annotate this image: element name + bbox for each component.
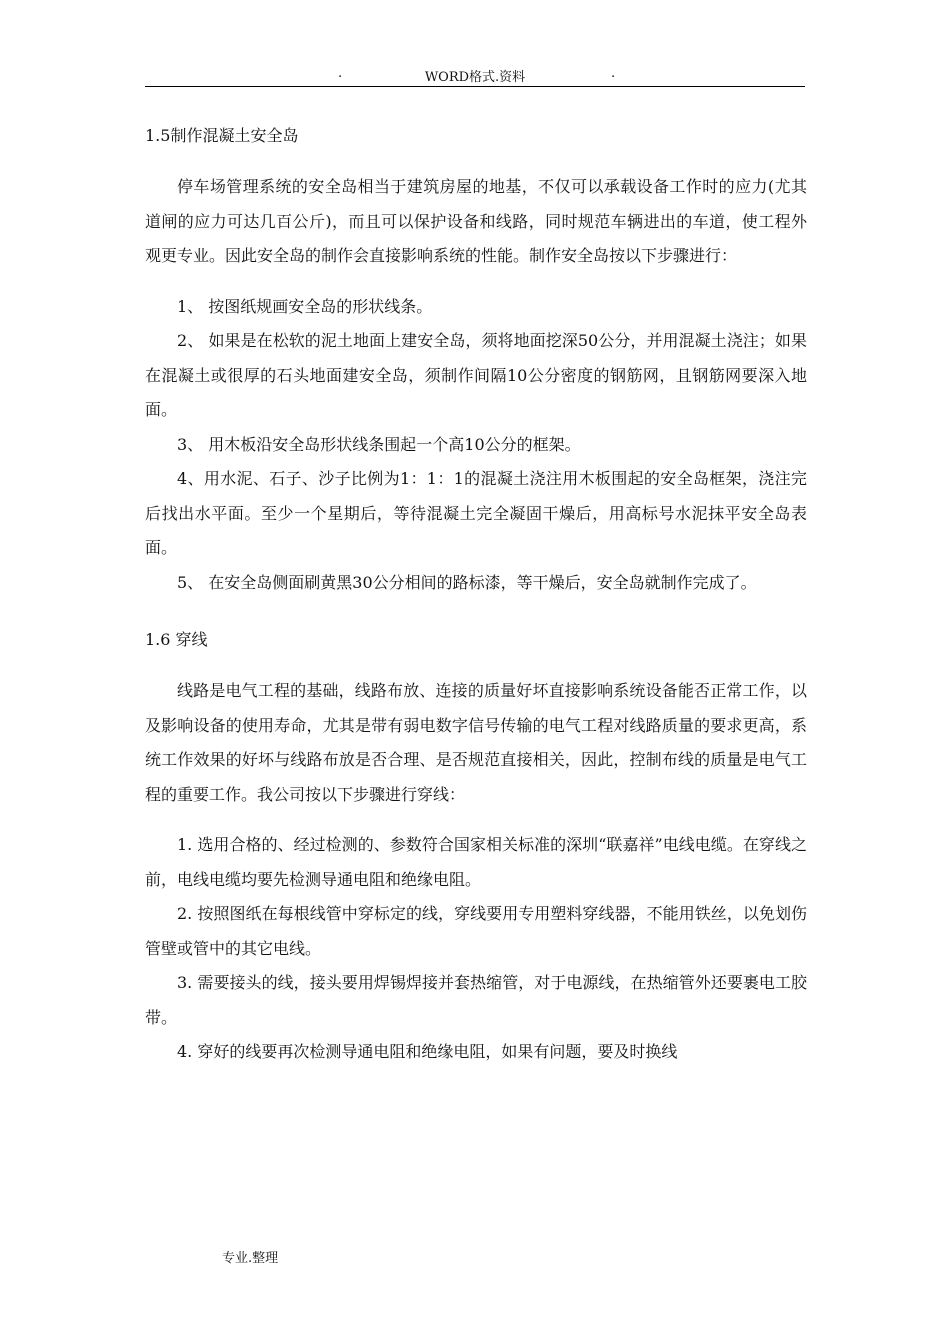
page-footer: 专业.整理: [222, 1251, 279, 1266]
section-intro-paragraph: 线路是电气工程的基础，线路布放、连接的质量好坏直接影响系统设备能否正常工作，以及影响设备的使用寿命，尤其是带有弱电数字信号传输的电气工程对线路质量的要求更高，系统工作效果的好坏与线路布放是否合理、是否规范直接相关，因此，控制布线的质量是电气工程的重要工作。我公司按以下步骤进行穿线：: [145, 681, 807, 804]
document-body: [145, 118, 807, 1070]
header-title: WORD格式.资料: [424, 70, 526, 85]
step-paragraph: 1、 按图纸规画安全岛的形状线条。: [177, 296, 433, 316]
step-paragraph: 2、 如果是在松软的泥土地面上建安全岛，须将地面挖深50公分，并用混凝土浇注；如果在混凝土或很厚的石头地面建安全岛，须制作间隔10公分密度的钢筋网，且钢筋网要深入地面。: [145, 331, 807, 419]
step-paragraph: 2. 按照图纸在每根线管中穿标定的线，穿线要用专用塑料穿线器，不能用铁丝，以免划伤管壁或管中的其它电线。: [145, 904, 807, 958]
page-header: [145, 62, 805, 87]
section-heading: 1.5制作混凝土安全岛: [145, 126, 299, 145]
step-paragraph: 4. 穿好的线要再次检测导通电阻和绝缘电阻，如果有问题，要及时换线: [177, 1042, 678, 1061]
header-dot-left: .: [338, 66, 343, 81]
header-dot-right: .: [611, 66, 616, 81]
step-paragraph: 3. 需要接头的线，接头要用焊锡焊接并套热缩管，对于电源线，在热缩管外还要裹电工胶带。: [145, 973, 807, 1027]
step-paragraph: 1. 选用合格的、经过检测的、参数符合国家相关标准的深圳“联嘉祥”电线电缆。在穿线之前，电线电缆均要先检测导通电阻和绝缘电阻。: [145, 835, 807, 889]
section-heading: 1.6 穿线: [145, 630, 208, 649]
step-paragraph: 3、 用木板沿安全岛形状线条围起一个高10公分的框架。: [177, 434, 581, 454]
section-intro-paragraph: 停车场管理系统的安全岛相当于建筑房屋的地基，不仅可以承载设备工作时的应力(尤其道闸的应力可达几百公斤)，而且可以保护设备和线路，同时规范车辆进出的车道，使工程外观更专业。因此安全岛的制作会直接影响系统的性能。制作安全岛按以下步骤进行：: [145, 177, 807, 265]
step-paragraph: 5、 在安全岛侧面刷黄黑30公分相间的路标漆，等干燥后，安全岛就制作完成了。: [177, 572, 757, 592]
step-paragraph: 4、用水泥、石子、沙子比例为1：1：1的混凝土浇注用木板围起的安全岛框架，浇注完后找出水平面。至少一个星期后，等待混凝土完全凝固干燥后，用高标号水泥抹平安全岛表面。: [145, 469, 807, 557]
